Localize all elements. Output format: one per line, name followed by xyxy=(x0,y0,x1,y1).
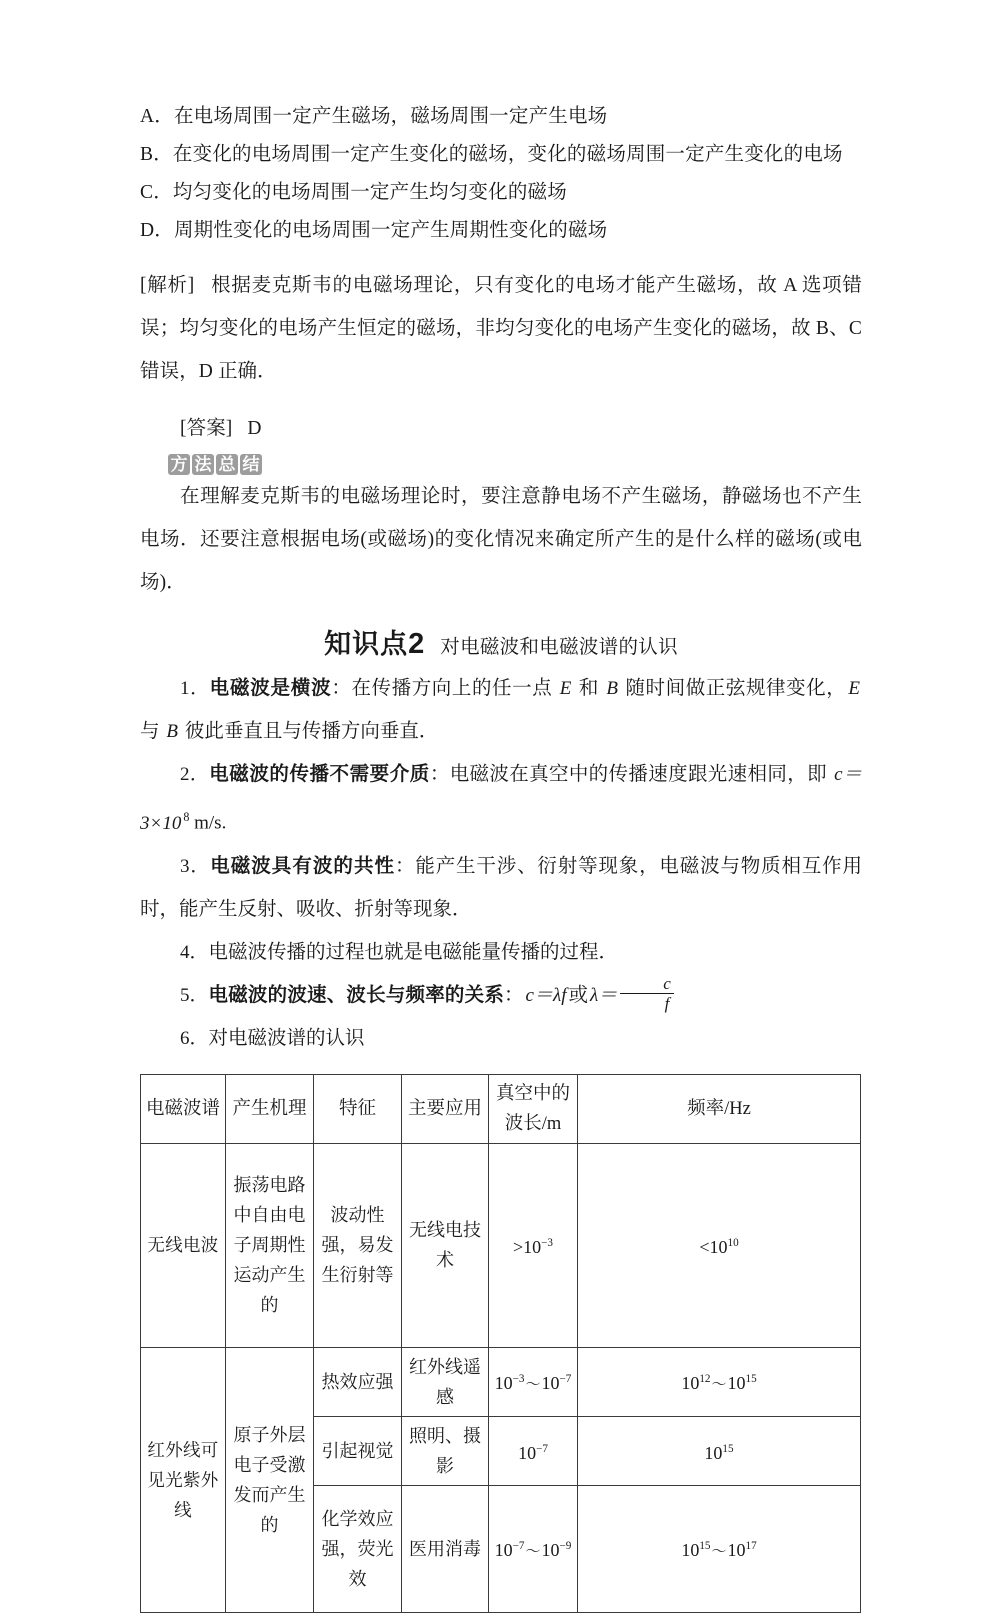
option-b-text: 在变化的电场周围一定产生变化的磁场，变化的磁场周围一定产生变化的电场 xyxy=(172,144,843,165)
item-6-text: 对电磁波谱的认识 xyxy=(208,1027,365,1049)
item-2-colon: ： xyxy=(429,764,450,785)
analysis-block xyxy=(140,264,862,393)
th-feature: 特征 xyxy=(314,1074,402,1143)
cell-application-ir: 红外线遥感 xyxy=(402,1347,489,1416)
method-summary-badge xyxy=(168,454,862,475)
item-5-bold: 电磁波的波速、波长与频率的关系 xyxy=(208,983,505,1006)
item-5-colon: ： xyxy=(504,984,524,1006)
option-c-label: C． xyxy=(140,182,173,203)
item-2-number: 2． xyxy=(180,764,210,785)
item-3-number: 3． xyxy=(180,855,211,877)
options-list xyxy=(140,98,862,250)
cell-spectrum-light: 红外线可见光紫外线 xyxy=(141,1347,226,1612)
knowledge-point-subtitle: 对电磁波和电磁波谱的认识 xyxy=(440,637,678,658)
cell-application-visible: 照明、摄影 xyxy=(402,1416,489,1485)
knowledge-item-5 xyxy=(140,974,862,1017)
cell-feature-visible: 引起视觉 xyxy=(314,1416,402,1485)
cell-frequency-ir: $10^{12}\sim 10^{15}$ xyxy=(578,1347,861,1416)
option-d-text: 周期性变化的电场周围一定产生周期性变化的磁场 xyxy=(173,220,608,241)
spacer xyxy=(140,250,862,264)
item-5-mid: 或 xyxy=(568,984,589,1006)
option-c xyxy=(140,174,862,212)
cell-frequency-uv: $10^{15}\sim 10^{17}$ xyxy=(578,1485,861,1612)
option-a-text: 在电场周围一定产生磁场，磁场周围一定产生电场 xyxy=(173,106,608,127)
option-d-label: D． xyxy=(140,220,174,241)
cell-mechanism-light: 原子外层电子受激发而产生的 xyxy=(226,1347,314,1612)
knowledge-point-title: 知识点 xyxy=(324,629,409,659)
table-header-row xyxy=(141,1074,861,1143)
method-summary-text: 在理解麦克斯韦的电磁场理论时，要注意静电场不产生磁场，静磁场也不产生电场．还要注意根据电场(或磁场)的变化情况来确定所产生的是什么样的磁场(或电场)． xyxy=(140,486,862,593)
cell-frequency-visible: $10^{15}$ xyxy=(578,1416,861,1485)
item-6-number: 6． xyxy=(180,1027,209,1049)
item-4-number: 4． xyxy=(180,941,209,963)
th-frequency: 频率/Hz xyxy=(578,1074,861,1143)
knowledge-item-3 xyxy=(140,845,862,931)
cell-spectrum-radio: 无线电波 xyxy=(141,1143,226,1347)
item-1-rest-b: 和 xyxy=(573,678,605,699)
item-2-rest-a: 电磁波在真空中的传播速度跟光速相同，即 xyxy=(449,764,833,785)
item-2-formula: c＝3×10 xyxy=(140,764,862,834)
item-3-bold: 电磁波具有波的共性 xyxy=(210,854,396,877)
item-2-rest-b: m/s. xyxy=(189,812,227,834)
th-spectrum: 电磁波谱 xyxy=(141,1074,226,1143)
item-5-fraction xyxy=(620,975,674,1013)
answer-value: D xyxy=(247,418,262,439)
knowledge-item-2 xyxy=(140,753,862,845)
cell-frequency-radio: $<10^{10}$ xyxy=(578,1143,861,1347)
item-1-var-E1: E xyxy=(559,678,572,699)
option-b xyxy=(140,136,862,174)
cell-wavelength-uv: $10^{-7}\sim 10^{-9}$ xyxy=(489,1485,578,1612)
badge-char-4: 结 xyxy=(240,454,262,475)
table-row xyxy=(141,1347,861,1416)
spacer xyxy=(140,393,862,407)
table-body xyxy=(141,1143,861,1612)
table-row xyxy=(141,1143,861,1347)
th-application: 主要应用 xyxy=(402,1074,489,1143)
cell-feature-ir: 热效应强 xyxy=(314,1347,402,1416)
badge-char-1: 方 xyxy=(168,454,190,475)
option-d xyxy=(140,212,862,250)
th-wavelength: 真空中的波长/m xyxy=(489,1074,578,1143)
item-1-number: 1． xyxy=(180,678,210,699)
item-1-colon: ： xyxy=(331,678,352,699)
table-head xyxy=(141,1074,861,1143)
electromagnetic-spectrum-table xyxy=(140,1074,861,1613)
option-a xyxy=(140,98,862,136)
cell-wavelength-visible: $10^{-7}$ xyxy=(489,1416,578,1485)
cell-feature-radio: 波动性强，易发生衍射等 xyxy=(314,1143,402,1347)
analysis-tag: [解析] xyxy=(140,275,195,296)
item-5-number: 5． xyxy=(180,984,209,1006)
item-1-var-E2: E xyxy=(848,678,860,699)
th-mechanism: 产生机理 xyxy=(226,1074,314,1143)
item-2-bold: 电磁波的传播不需要介质 xyxy=(209,763,430,785)
fraction-numerator: c xyxy=(663,974,671,993)
answer-block xyxy=(140,407,862,450)
item-2-exponent: 8 xyxy=(183,810,190,824)
knowledge-items xyxy=(140,667,862,1060)
item-5-formula-a: c＝λf xyxy=(525,984,567,1006)
knowledge-item-4 xyxy=(140,931,862,974)
badge-char-3: 总 xyxy=(216,454,238,475)
answer-tag: [答案] xyxy=(180,418,233,439)
knowledge-item-1 xyxy=(140,667,862,753)
knowledge-item-6 xyxy=(140,1017,862,1060)
item-3-rest: 能产生干涉、衍射等现象，电磁波与物质相互作用时，能产生反射、吸收、折射等现象． xyxy=(140,855,862,920)
cell-wavelength-radio: $>10^{-3}$ xyxy=(489,1143,578,1347)
cell-application-radio: 无线电技术 xyxy=(402,1143,489,1347)
item-1-rest-a: 在传播方向上的任一点 xyxy=(351,678,558,699)
fraction-denominator: f xyxy=(664,994,670,1014)
item-1-rest-e: 彼此垂直且与传播方向垂直． xyxy=(180,721,439,742)
cell-application-uv: 医用消毒 xyxy=(402,1485,489,1612)
item-1-var-B1: B xyxy=(606,678,618,699)
badge-char-2: 法 xyxy=(192,454,214,475)
item-5-formula-b: λ＝ xyxy=(590,984,618,1006)
knowledge-point-heading xyxy=(140,622,862,661)
item-1-rest-d: 与 xyxy=(140,721,165,742)
item-3-colon: ： xyxy=(395,855,416,877)
analysis-text: 根据麦克斯韦的电磁场理论，只有变化的电场才能产生磁场，故 A 选项错误；均匀变化的电场产生恒定的磁场，非均匀变化的电场产生变化的磁场，故 B、C 错误，D 正确． xyxy=(140,275,862,382)
option-b-label: B． xyxy=(140,144,173,165)
option-a-label: A． xyxy=(140,106,174,127)
item-1-bold: 电磁波是横波 xyxy=(209,677,332,699)
item-1-var-B2: B xyxy=(166,721,178,742)
item-4-text: 电磁波传播的过程也就是电磁能量传播的过程． xyxy=(208,941,619,963)
item-1-rest-c: 随时间做正弦规律变化， xyxy=(619,678,847,699)
cell-mechanism-radio: 振荡电路中自由电子周期性运动产生的 xyxy=(226,1143,314,1347)
cell-wavelength-ir: $10^{-3}\sim 10^{-7}$ xyxy=(489,1347,578,1416)
knowledge-point-number: 2 xyxy=(408,628,425,660)
cell-feature-uv: 化学效应强，荧光效 xyxy=(314,1485,402,1612)
page-content xyxy=(140,98,862,1613)
option-c-text: 均匀变化的电场周围一定产生均匀变化的磁场 xyxy=(172,182,567,203)
